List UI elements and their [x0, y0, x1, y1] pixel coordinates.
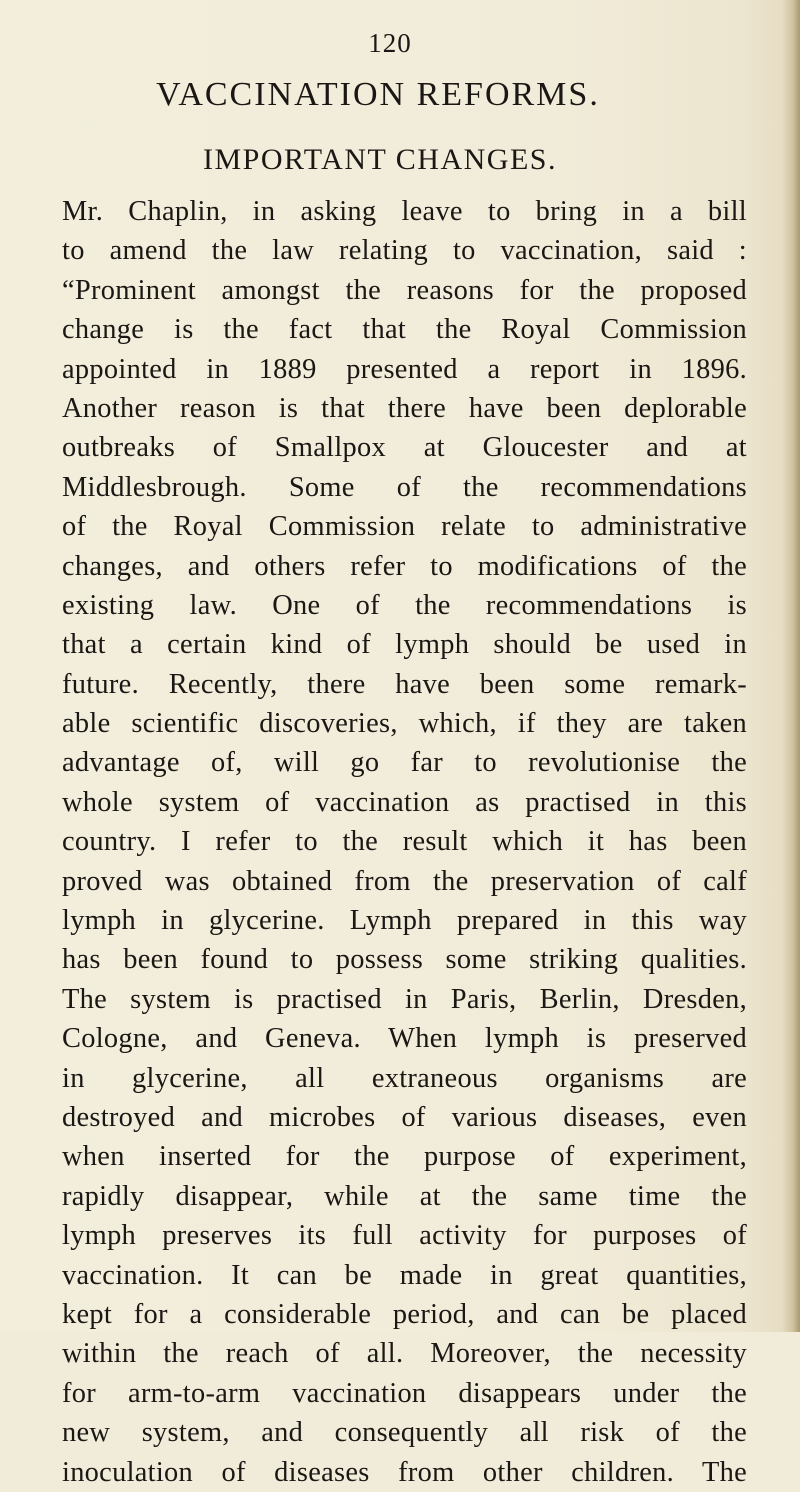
page-edge-shadow — [782, 0, 800, 1332]
body-line: that a certain kind of lymph should be used in — [62, 629, 747, 661]
body-line: when inserted for the purpose of experiment, — [62, 1141, 747, 1173]
body-line: able scientific discoveries, which, if they are taken — [62, 708, 747, 740]
article-subtitle: IMPORTANT CHANGES. — [203, 143, 557, 176]
body-line: whole system of vaccination as practised in this — [62, 786, 747, 818]
body-line: to amend the law relating to vaccination, said : — [62, 235, 747, 267]
body-line: outbreaks of Smallpox at Gloucester and at — [62, 432, 747, 464]
article-title: VACCINATION REFORMS. — [156, 76, 600, 113]
body-line: vaccination. It can be made in great quantities, — [62, 1259, 747, 1291]
body-line: future. Recently, there have been some remark- — [62, 668, 747, 700]
body-line: in glycerine, all extraneous organisms are — [62, 1062, 747, 1094]
body-line: The system is practised in Paris, Berlin, Dresden, — [62, 983, 747, 1015]
body-line: destroyed and microbes of various diseases, even — [62, 1101, 747, 1133]
body-line: has been found to possess some striking qualities. — [62, 944, 747, 976]
body-line: Middlesbrough. Some of the recommendations — [62, 471, 747, 503]
body-line: changes, and others refer to modifications of the — [62, 550, 747, 582]
body-line: “Prominent amongst the reasons for the proposed — [62, 274, 747, 306]
body-line: country. I refer to the result which it has been — [62, 826, 747, 858]
body-line: Another reason is that there have been deplorable — [62, 392, 747, 424]
body-line: lymph in glycerine. Lymph prepared in this way — [62, 905, 747, 937]
body-line: inoculation of diseases from other children. The — [62, 1456, 747, 1488]
body-line: lymph preserves its full activity for purposes of — [62, 1220, 747, 1252]
body-line: of the Royal Commission relate to administrative — [62, 511, 747, 543]
body-line: existing law. One of the recommendations is — [62, 589, 747, 621]
body-line: advantage of, will go far to revolutionise the — [62, 747, 747, 779]
body-line: proved was obtained from the preservation of calf — [62, 865, 747, 897]
body-line: Cologne, and Geneva. When lymph is preserved — [62, 1023, 747, 1055]
body-line: within the reach of all. Moreover, the necessity — [62, 1338, 747, 1370]
body-line: new system, and consequently all risk of the — [62, 1417, 747, 1449]
article-body — [62, 192, 747, 1492]
body-line: for arm-to-arm vaccination disappears under the — [62, 1377, 747, 1409]
body-line: rapidly disappear, while at the same time the — [62, 1180, 747, 1212]
body-line: change is the fact that the Royal Commission — [62, 314, 747, 346]
body-line: Mr. Chaplin, in asking leave to bring in a bill — [62, 196, 747, 227]
body-line: appointed in 1889 presented a report in 1896. — [62, 353, 747, 385]
page-number: 120 — [368, 28, 412, 58]
body-line: kept for a considerable period, and can be placed — [62, 1298, 747, 1330]
